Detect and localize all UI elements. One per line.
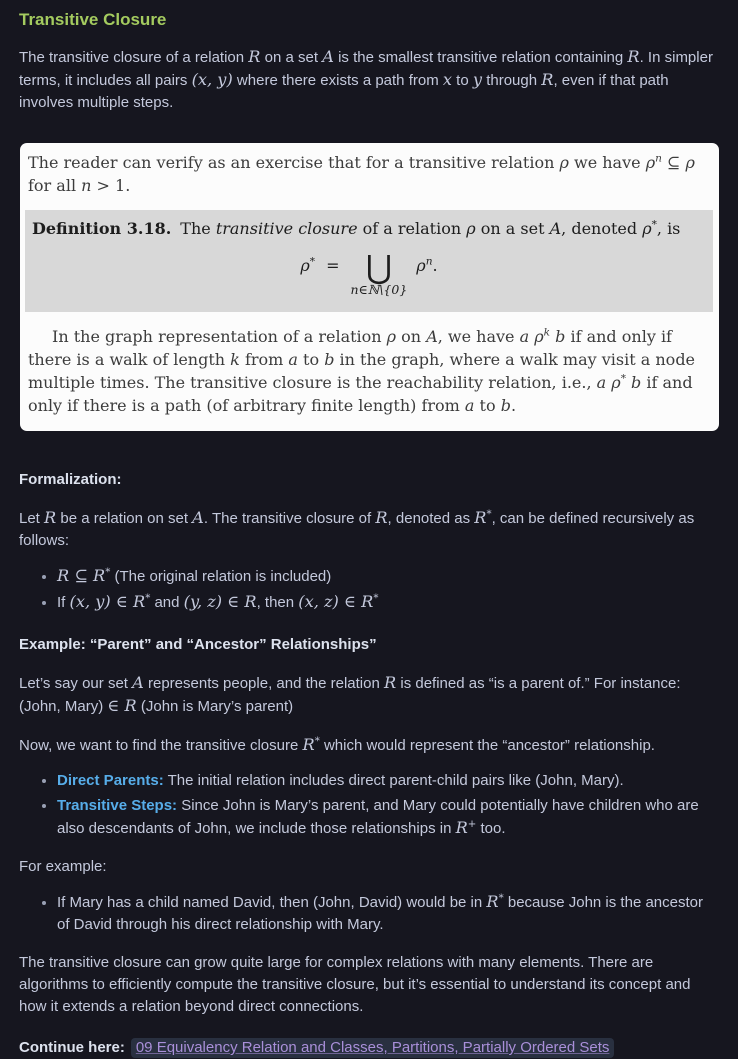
math-superscript: + [467,819,477,830]
text-segment: In the graph representation of a relation [52,327,387,346]
emphasis-segment: transitive closure [215,219,358,238]
math-segment: ρ [559,153,569,172]
math-superscript: k [543,326,551,339]
math-segment: b [324,350,335,369]
math-segment: (x, y) ∈ R [69,592,146,611]
formalization-paragraph [19,507,719,552]
math-segment: ρ [466,219,476,238]
math-superscript: * [373,593,379,604]
math-segment: b [625,373,642,392]
text-segment: . In simpler terms, it includes all pairs [19,49,713,89]
text-segment: , we have [437,327,520,346]
intro-paragraph [19,46,719,114]
math-segment: (x, y) [191,70,233,89]
math-segment: ρ [386,327,397,346]
continue-here-label: Continue here: [19,1039,125,1056]
text-segment: which would represent the “ancestor” relationship. [319,737,655,754]
math-segment: R [384,673,397,692]
math-segment: R [474,508,487,527]
math-superscript: * [651,218,657,231]
math-segment: R [627,47,640,66]
text-segment: , then [256,594,299,611]
text-segment: Let [19,510,45,527]
math-superscript: * [314,736,320,747]
page-title: Transitive Closure [19,10,167,29]
math-segment: R ⊆ R [57,566,106,585]
list-item [57,795,719,840]
math-segment: y [472,70,483,89]
closing-paragraph: The transitive closure can grow quite large for complex relations with many elements. There are algorithms to efficiently compute the transitive closure, but it’s essential to understand its concept and how it extends a relation beyond direct connections. [19,954,691,1015]
math-segment: k [230,350,240,369]
text-segment: through [482,72,542,89]
text-segment: is the smallest transitive relation containing [333,49,628,66]
text-segment: (The original relation is included) [110,568,332,585]
math-segment: R [541,70,554,89]
math-superscript: n [655,152,662,165]
text-segment: we have [568,153,646,172]
text-segment: The reader can verify as an exercise that for a transitive relation [28,153,560,172]
text-segment: . The transitive closure of [203,510,376,527]
math-segment: (x, z) ∈ R [298,592,374,611]
text-segment: in the graph, where a walk may visit a node multiple times. The transitive closure is the reachability relation, i.e., [28,350,696,392]
math-segment: b [550,327,566,346]
formalization-list [19,565,719,614]
union-subscript: n∈ℕ\{0} [350,282,408,297]
text-segment: Now, we want to find the transitive closure [19,737,303,754]
math-superscript: * [486,509,492,520]
text-segment: too. [476,820,506,837]
text-segment: The [180,219,216,238]
math-superscript: * [105,567,111,578]
text-segment: because John is the ancestor of David through his direct relationship with Mary. [57,894,703,933]
math-superscript: * [145,593,151,604]
text-segment: to [474,396,501,415]
math-segment: A [132,673,144,692]
text-segment: for all [28,176,82,195]
definition-box [25,210,713,312]
definition-heading [32,217,706,240]
math-segment: R [302,735,315,754]
math-segment: a [464,396,475,415]
big-union-icon: ⋃ [365,248,393,286]
math-segment: ρ [645,153,656,172]
text-segment: Let’s say our set [19,675,133,692]
example-list [19,770,719,840]
math-segment: ρ [642,219,652,238]
math-segment: b [500,396,511,415]
math-segment: R [44,508,57,527]
math-segment: R [248,47,261,66]
equals-sign: = [326,256,340,275]
example-heading: Example: “Parent” and “Ancestor” Relationships” [19,636,377,653]
formula-lhs: ρ* [300,255,316,275]
text-segment: to [297,350,325,369]
example-paragraph-2 [19,734,719,757]
text-segment: if and only if there is a path (of arbitrary finite length) from [28,373,693,415]
text-segment: of a relation [357,219,467,238]
text-segment: be a relation on set [56,510,193,527]
example-paragraph-1 [19,672,719,718]
list-item [57,770,719,792]
internal-link-equivalency-relation[interactable]: 09 Equivalency Relation and Classes, Partitions, Partially Ordered Sets [131,1038,615,1058]
text-segment: from [239,350,289,369]
text-segment: If [57,594,70,611]
math-superscript: * [620,372,626,385]
union-operator [350,248,408,297]
math-segment: ∈ R [107,696,137,715]
formula-rhs: $\rho^n$. [416,255,438,275]
label-segment: Definition 3.18. [32,219,172,238]
list-item [57,565,719,588]
math-segment: A [322,47,334,66]
text-segment: to [452,72,473,89]
math-segment: A [192,508,204,527]
textbook-paragraph-1 [28,151,710,197]
math-segment: x [442,70,453,89]
textbook-image-embed [20,143,719,431]
math-segment: R [375,508,388,527]
text-segment: is defined as “is a parent of.” For instance: (John, Mary) [19,675,681,715]
label-segment: Direct Parents: [57,772,164,789]
math-segment: R [455,818,468,837]
math-superscript: * [498,893,504,904]
math-segment: (y, z) ∈ R [183,592,257,611]
text-segment: , denoted as [387,510,475,527]
text-segment: (John is Mary’s parent) [136,698,294,715]
definition-formula [32,243,706,302]
math-segment: A [549,219,562,238]
text-segment: and [150,594,184,611]
math-segment: ρ [685,153,695,172]
text-segment: represents people, and the relation [143,675,384,692]
math-segment: a [288,350,298,369]
label-segment: Transitive Steps: [57,797,178,814]
text-segment: Since John is Mary’s parent, and Mary could potentially have children who are also descendants of John, we include those relationships in [57,797,699,837]
example-list-2 [19,891,719,936]
math-segment: A [426,327,438,346]
text-segment: , even if that path involves multiple steps. [19,72,669,111]
continue-here-line [19,1037,719,1059]
text-segment: , can be defined recursively as follows: [19,510,695,549]
text-segment: on a set [475,219,550,238]
list-item [57,891,719,936]
text-segment: . [510,396,517,415]
math-segment: a ρ [519,327,544,346]
text-segment: If Mary has a child named David, then (John, David) would be in [57,894,487,911]
text-segment: , denoted [561,219,643,238]
text-segment: where there exists a path from [232,72,443,89]
formalization-heading: Formalization: [19,471,122,488]
math-segment: a ρ [596,373,621,392]
text-segment: on a set [260,49,323,66]
math-segment: n [81,176,92,195]
list-item [57,591,719,614]
text-segment: if and only if there is a walk of length [28,327,672,369]
text-segment: on [396,327,427,346]
text-segment: ⊆ [661,153,686,172]
text-segment: > 1. [91,176,131,195]
text-segment: The initial relation includes direct parent-child pairs like (John, Mary). [163,772,624,789]
textbook-paragraph-2 [28,325,710,417]
text-segment: The transitive closure of a relation [19,49,249,66]
text-segment: , is [656,219,681,238]
math-segment: R [486,892,499,911]
for-example-text: For example: [19,858,107,875]
